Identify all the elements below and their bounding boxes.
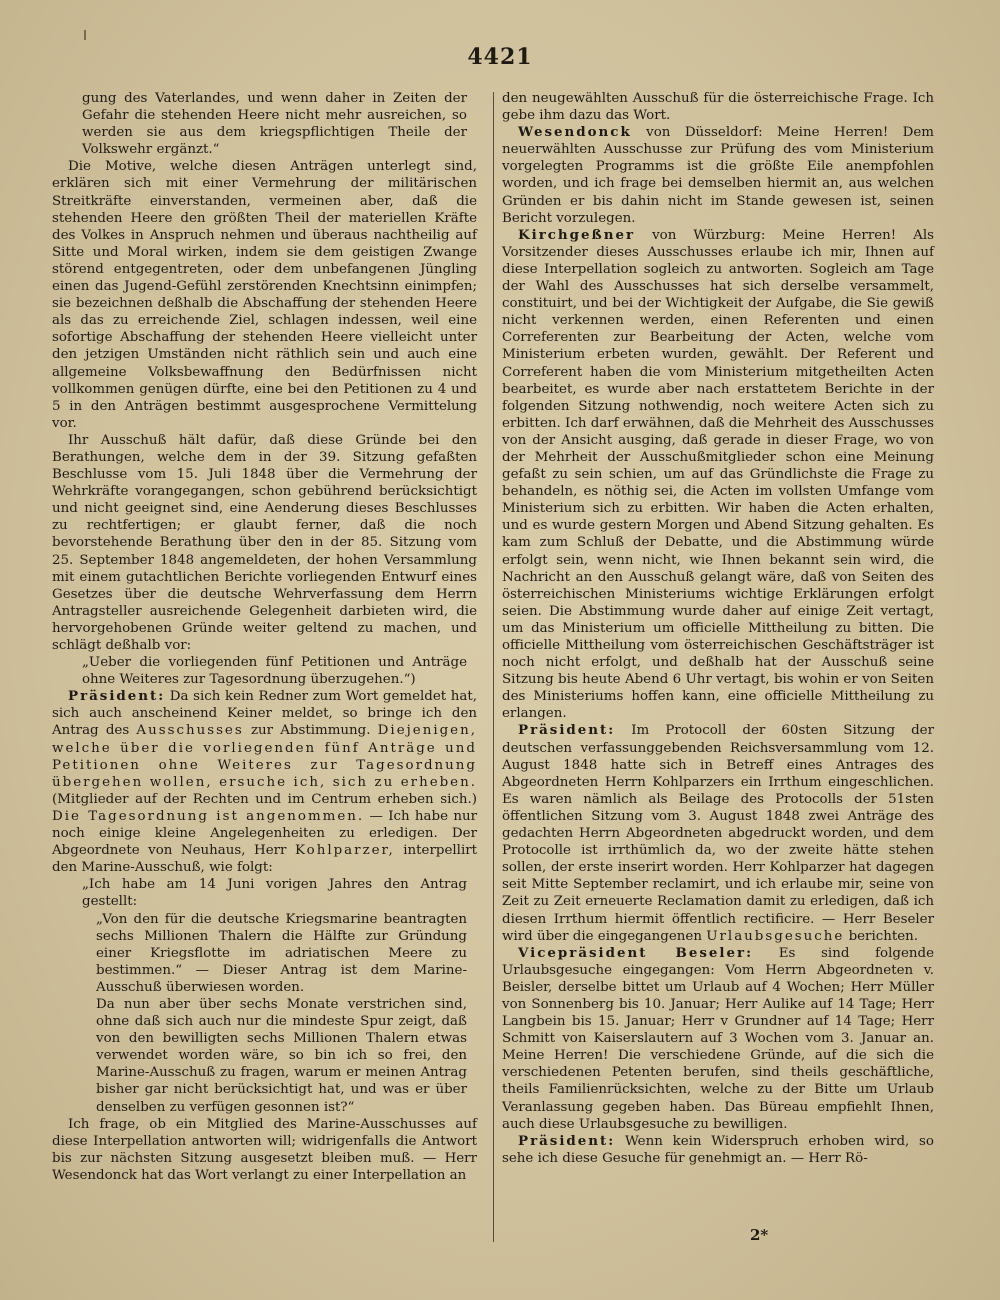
- quote-continuation: gung des Vaterlandes, und wenn daher in Zeiten der Gefahr die stehenden Heere nicht mehr ausreichen, so werden sie aus dem kriegspflichtigen Theile der Volkswehr ergänzt.“: [82, 91, 467, 158]
- printer-signature: 2*: [750, 1226, 769, 1244]
- continuation-line: den neugewählten Ausschuß für die österreichische Frage. Ich gebe ihm dazu das Wort.: [502, 91, 934, 124]
- wesendonck-paragraph: Wesendonck von Düsseldorf: Meine Herren! Dem neuerwählten Ausschusse zur Prüfung des vom Ministerium vorgelegten Programms ist die größte Eile anempfohlen worden, und ich frage bei demselben hiermit an, aus welchen Gründen er bis dahin nicht im Stande gewesen ist, seinen Bericht vorzulegen.: [502, 124, 935, 226]
- president-closing-paragraph: Präsident: Wenn kein Widerspruch erhoben wird, so sehe ich diese Gesuche für genehmigt an. — Herr Rö-: [502, 1132, 934, 1166]
- president-protocol-paragraph: Präsident: Im Protocoll der 60sten Sitzung der deutschen verfassunggebenden Reichsversammlung vom 12. August 1848 hatte sich in Betreff eines Antrages des Abgeordneten Herrn Kohlparzers ein Irrthum eingeschlichen. Es waren nämlich als Beilage des Protocolls der 51sten öffentlichen Sitzung vom 3. August 1848 zwei Anträge des gedachten Herrn Abgeordneten abgedruckt worden, und dem Protocolle ist irrthümlich da, wo der zweite hätte stehen sollen, der erste inserirt worden. Herr Kohlparzer hat dagegen seit Mitte September reclamirt, und ich erlaube mir, seine von Zeit zu Zeit erneuerte Reclamation damit zu erledigen, daß ich diesen Irrthum hiermit öffentlich rectificire. — Herr Beseler wird über die eingegangenen Urlaubsgesuche berichten.: [502, 722, 934, 944]
- speaker-name: Präsident:: [518, 722, 616, 739]
- speaker-name: Präsident:: [68, 688, 166, 705]
- speaker-name: Wesendonck: [518, 124, 632, 141]
- column-divider: [493, 92, 494, 1242]
- committee-motion: „Ueber die vorliegenden fünf Petitionen und Anträge ohne Weiteres zur Tagesordnung überzugehen.“): [82, 655, 467, 688]
- right-column: [502, 90, 934, 1167]
- left-column: [52, 90, 477, 1184]
- committee-paragraph: Ihr Ausschuß hält dafür, daß diese Gründe bei den Berathungen, welche dem in der 39. Sitzung gefaßten Beschlusse vom 15. Juli 1848 über die Vermehrung der Wehrkräfte vorangegangen, schon gebührend berücksichtigt und nicht geeignet sind, eine Aenderung dieses Beschlusses zu rechtfertigen; er glaubt ferner, daß die noch bevorstehende Berathung über den in der 85. Sitzung vom 25. September 1848 angemeldeten, der hohen Versammlung mit einem gutachtlichen Berichte vorliegenden Entwurf eines Gesetzes über die deutsche Wehrverfassung dem Herrn Antragsteller ausreichende Gelegenheit darbieten wird, die hervorgehobenen Gründe weiter geltend zu machen, und schlägt deßhalb vor:: [52, 432, 477, 653]
- speaker-name: Kirchgeßner: [518, 226, 636, 243]
- interpellation-question: Da nun aber über sechs Monate verstrichen sind, ohne daß sich auch nur die mindeste Spur zeigt, daß von den bewilligten sechs Millionen Thalern etwas verwendet worden wäre, so bin ich so frei, den Marine-Ausschuß zu fragen, warum er meinen Antrag bisher gar nicht berücksichtigt hat, und was er über denselben zu verfügen gesonnen ist?“: [96, 996, 467, 1115]
- president-question: Ich frage, ob ein Mitglied des Marine-Ausschusses auf diese Interpellation antworten will; widrigenfalls die Antwort bis zur nächsten Sitzung ausgesetzt bleiben muß. — Herr Wesendonck hat das Wort verlangt zu einer Interpellation an: [52, 1116, 477, 1183]
- margin-mark: [84, 30, 86, 40]
- page-number: 4421: [467, 44, 533, 70]
- speaker-name: Präsident:: [518, 1132, 616, 1149]
- interpellation-quote-inner: „Von den für die deutsche Kriegsmarine beantragten sechs Millionen Thalern die Hälfte zur Gründung einer Kriegsflotte im adriatischen Meere zu bestimmen.“ — Dieser Antrag ist dem Marine-Ausschuß überwiesen worden.: [96, 911, 467, 995]
- motives-paragraph: Die Motive, welche diesen Anträgen unterlegt sind, erklären sich mit einer Vermehrung der militärischen Streitkräfte einverstanden, vermeinen aber, daß die stehenden Heere den größten Theil der materiellen Kräfte des Volkes in Anspruch nehmen und überaus nachtheilig auf Sitte und Moral wirken, indem sie dem geistigen Zwange störend entgegentreten, oder dem unbefangenen Jüngling einen das Jugend-Gefühl zerstörenden Knechtsinn einimpfen; sie bezeichnen deßhalb die Abschaffung der stehenden Heere als das zu erreichende Ziel, schlagen indessen, weil eine sofortige Abschaffung der stehenden Heere vielleicht unter den jetzigen Umständen nicht räthlich sein und auch eine allgemeine Volksbewaffnung den Bedürfnissen nicht vollkommen genügen dürfte, eine bei den Petitionen zu 4 und 5 in den Anträgen bestimmt ausgesprochene Vermittelung vor.: [52, 159, 477, 431]
- kirchgessner-paragraph: Kirchgeßner von Würzburg: Meine Herren! Als Vorsitzender dieses Ausschusses erlaube ich mir, Ihnen auf diese Interpellation sogleich zu antworten. Sogleich am Tage der Wahl des Ausschusses hat sich derselbe versammelt, constituirt, und bei der Wichtigkeit der Aufgabe, die Sie gewiß nicht verkennen werden, einen Referenten und einen Correferenten zur Bearbeitung der Acten, welche vom Ministerium erbeten wurden, gewählt. Der Referent und Correferent haben die vom Ministerium mitgetheilten Acten bearbeitet, es wurde aber nach erstattetem Berichte in der folgenden Sitzung nothwendig, noch weitere Acten sich zu erbitten. Ich darf erwähnen, daß die Mehrheit des Ausschusses von der Ansicht ausging, daß gerade in dieser Frage, wo von der Mehrheit der Ausschußmitglieder schon eine Meinung gefaßt zu sein schien, um auf das Gründlichste die Frage zu behandeln, es nöthig sei, die Acten im vollsten Umfange vom Ministerium sich zu erbitten. Wir haben die Acten erhalten, und es wurde gestern Morgen und Abend Sitzung gehalten. Es kam zum Schluß der Debatte, und die Abstimmung würde erfolgt sein, wenn nicht, wie Ihnen bekannt sein wird, die Nachricht an den Ausschuß gelangt wäre, daß von Seiten des österreichischen Ministeriums wichtige Erklärungen erfolgt seien. Die Abstimmung wurde daher auf einige Zeit vertagt, um das Ministerium um officielle Mittheilung zu bitten. Die officielle Mittheilung vom österreichischen Geschäftsträger ist noch nicht erfolgt, und deßhalb hat der Ausschuß seine Sitzung bis heute Abend 6 Uhr vertagt, bis wohin er von Seiten des Ministeriums hoffen kann, eine officielle Mittheilung zu erlangen.: [502, 226, 934, 722]
- speaker-name: Vicepräsident Beseler:: [518, 944, 754, 961]
- interpellation-quote: „Ich habe am 14 Juni vorigen Jahres den Antrag gestellt:: [82, 877, 467, 910]
- beseler-paragraph: Vicepräsident Beseler: Es sind folgende Urlaubsgesuche eingegangen: Vom Herrn Abgeordneten v. Beisler, derselbe bittet um Urlaub auf 4 Wochen; Herr Müller von Sonnenberg bis 10. Januar; Herr Aulike auf 14 Tage; Herr Langbein bis 15. Januar; Herr v Grundner auf 14 Tage; Herr Schmitt von Kaiserslautern auf 3 Wochen vom 3. Januar an. Meine Herren! Die verschiedene Gründe, auf die sich die verschiedenen Petenten berufen, sind theils geschäftliche, theils Familienrücksichten, welche zu der Bitte um Urlaub Veranlassung gegeben haben. Das Büreau empfiehlt Ihnen, auch diese Urlaubsgesuche zu bewilligen.: [502, 944, 934, 1132]
- president-paragraph: Präsident: Da sich kein Redner zum Wort gemeldet hat, sich auch anscheinend Keiner meldet, so bringe ich den Antrag des Ausschusses zur Abstimmung. Diejenigen, welche über die vorliegenden fünf Anträge und Petitionen ohne Weiteres zur Tagesordnung übergehen wollen, ersuche ich, sich zu erheben. (Mitglieder auf der Rechten und im Centrum erheben sich.) Die Tagesordnung ist angenommen. — Ich habe nur noch einige kleine Angelegenheiten zu erledigen. Der Abgeordnete von Neuhaus, Herr Kohlparzer, interpellirt den Marine-Ausschuß, wie folgt:: [52, 688, 478, 876]
